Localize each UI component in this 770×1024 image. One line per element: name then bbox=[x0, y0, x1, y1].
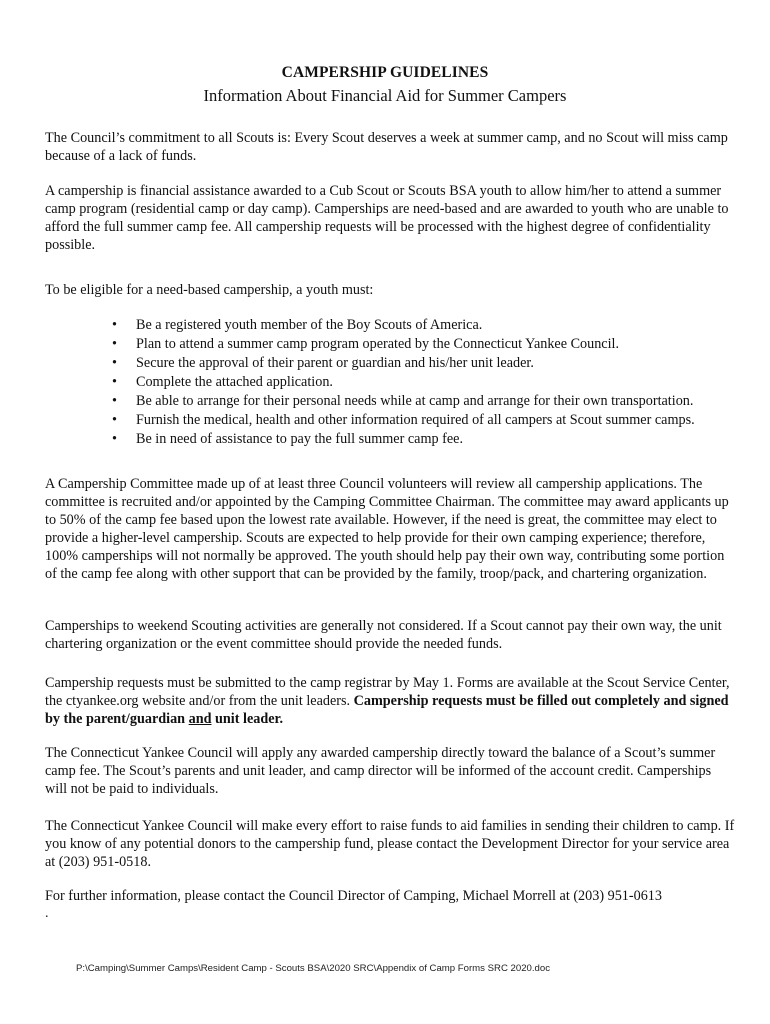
contact-paragraph: For further information, please contact the Council Director of Camping, Michael Morrell at (203) 951-0613 bbox=[45, 888, 662, 904]
bullet-icon: • bbox=[112, 355, 117, 371]
list-item bbox=[112, 335, 742, 354]
eligibility-list bbox=[112, 316, 742, 449]
bullet-icon: • bbox=[112, 317, 117, 333]
submission-text: Campership requests must be submitted to the camp registrar by May 1. Forms are available at the Scout Service Center, the ctyankee.org website and/or from the unit leaders. bbox=[45, 675, 730, 709]
list-item bbox=[112, 411, 742, 430]
list-item bbox=[112, 316, 742, 335]
definition-paragraph: A campership is financial assistance awarded to a Cub Scout or Scouts BSA youth to allow him/her to attend a summer camp program (residential camp or day camp). Camperships are need-based and are awarded to youth who are unable to afford the full summer camp fee. All campership requests will be processed with the highest degree of confidentiality possible. bbox=[45, 183, 729, 253]
footer-file-path: P:\Camping\Summer Camps\Resident Camp - Scouts BSA\2020 SRC\Appendix of Camp Forms SRC 2020.doc bbox=[76, 963, 551, 974]
eligibility-intro: To be eligible for a need-based campership, a youth must: bbox=[45, 282, 374, 298]
list-item bbox=[112, 392, 742, 411]
list-item-text: Furnish the medical, health and other information required of all campers at Scout summer camps. bbox=[136, 412, 695, 428]
commitment-paragraph: The Council’s commitment to all Scouts is: Every Scout deserves a week at summer camp, and no Scout will miss camp because of a lack of funds. bbox=[45, 130, 728, 164]
fundraising-paragraph: The Connecticut Yankee Council will make every effort to raise funds to aid families in sending their children to camp. If you know of any potential donors to the campership fund, please contact the Development Director for your service area at (203) 951-0518. bbox=[45, 818, 735, 870]
list-item bbox=[112, 354, 742, 373]
list-item-text: Be in need of assistance to pay the full summer camp fee. bbox=[136, 431, 463, 447]
committee-paragraph: A Campership Committee made up of at least three Council volunteers will review all campership applications. The committee is recruited and/or appointed by the Camping Committee Chairman. The committee may award applicants up to 50% of the camp fee based upon the lowest rate available. However, if the need is great, the committee may elect to provide a higher-level campership. Scouts are expected to help provide for their own camping experience; therefore, 100% camperships will not normally be approved. The youth should help pay their own way, contributing some portion of the camp fee along with other support that can be provided by the family, troop/pack, and chartering organization. bbox=[45, 476, 729, 582]
submission-bold-underline: and bbox=[188, 711, 212, 727]
stray-period: . bbox=[45, 906, 49, 921]
list-item-text: Be able to arrange for their personal needs while at camp and arrange for their own transportation. bbox=[136, 393, 694, 409]
list-item-text: Plan to attend a summer camp program operated by the Connecticut Yankee Council. bbox=[136, 336, 620, 352]
submission-bold-a: Campership requests must be filled out completely and signed by the parent/guardian bbox=[45, 693, 729, 727]
bullet-icon: • bbox=[112, 336, 117, 352]
list-item bbox=[112, 373, 742, 392]
document-title: CAMPERSHIP GUIDELINES bbox=[281, 64, 489, 81]
weekend-paragraph: Camperships to weekend Scouting activities are generally not considered. If a Scout cannot pay their own way, the unit chartering organization or the event committee should provide the needed funds. bbox=[45, 618, 722, 652]
bullet-icon: • bbox=[112, 412, 117, 428]
submission-paragraph bbox=[45, 674, 735, 728]
payment-paragraph: The Connecticut Yankee Council will apply any awarded campership directly toward the balance of a Scout’s summer camp fee. The Scout’s parents and unit leader, and camp director will be informed of the account credit. Camperships will not be paid to individuals. bbox=[45, 745, 716, 797]
submission-bold-b: unit leader. bbox=[211, 711, 284, 727]
list-item-text: Complete the attached application. bbox=[136, 374, 333, 390]
list-item-text: Secure the approval of their parent or guardian and his/her unit leader. bbox=[136, 355, 534, 371]
list-item bbox=[112, 430, 742, 449]
bullet-icon: • bbox=[112, 393, 117, 409]
document-subtitle: Information About Financial Aid for Summer Campers bbox=[203, 86, 567, 105]
bullet-icon: • bbox=[112, 374, 117, 390]
list-item-text: Be a registered youth member of the Boy Scouts of America. bbox=[136, 317, 483, 333]
bullet-icon: • bbox=[112, 431, 117, 447]
